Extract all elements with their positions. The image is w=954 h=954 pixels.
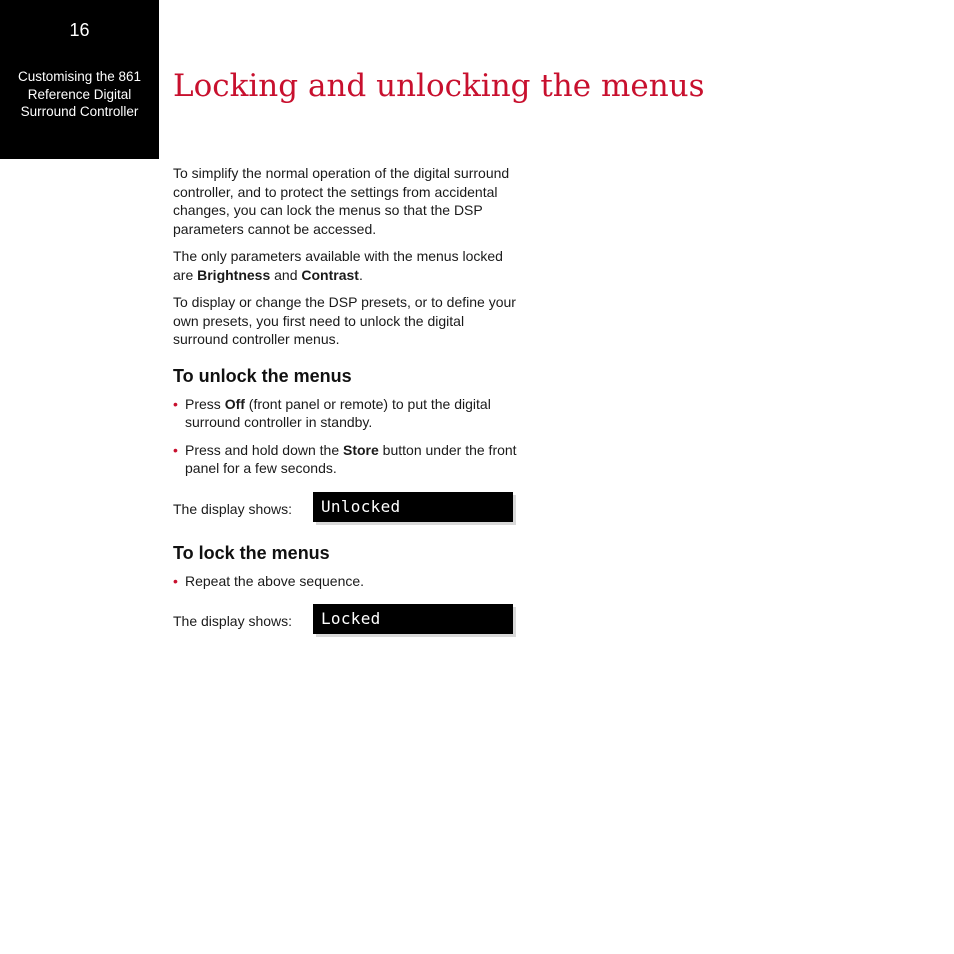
text-run: . — [358, 266, 363, 283]
list-item — [173, 441, 518, 478]
text-run: button under the front panel for a few seconds. — [185, 441, 517, 476]
brightness-term: Brightness — [197, 266, 271, 283]
text-run: Repeat the above sequence. — [185, 572, 365, 589]
text-run: and — [270, 266, 302, 283]
store-term: Store — [343, 441, 379, 458]
unlocked-display-row — [173, 492, 518, 526]
page-title: Locking and unlocking the menus — [173, 68, 705, 104]
lcd-display — [313, 492, 513, 522]
text-run: Press and hold down the — [185, 441, 343, 458]
locked-parameters-paragraph — [173, 247, 518, 284]
contrast-term: Contrast — [301, 266, 359, 283]
section-sidebar — [0, 0, 159, 159]
unlock-heading: To unlock the menus — [173, 365, 352, 386]
locked-display-row — [173, 604, 518, 638]
presets-paragraph: To display or change the DSP presets, or to define your own presets, you first need to unlock the digital surround controller menus. — [173, 294, 516, 347]
lock-heading: To lock the menus — [173, 542, 330, 563]
list-item — [173, 572, 518, 591]
bullet-icon: • — [173, 395, 178, 412]
page-number: 16 — [69, 20, 90, 40]
text-run: The only parameters available with the menus locked are — [173, 248, 503, 283]
main-content — [173, 164, 518, 648]
list-item — [173, 395, 518, 432]
bullet-icon: • — [173, 572, 178, 589]
lcd-display — [313, 604, 513, 634]
bullet-icon: • — [173, 441, 178, 458]
section-label — [0, 68, 159, 121]
intro-paragraph: To simplify the normal operation of the digital surround controller, and to protect the settings from accidental changes, you can lock the menus so that the DSP parameters cannot be accessed. — [173, 165, 510, 237]
lock-steps — [173, 572, 518, 591]
unlock-steps — [173, 395, 518, 478]
section-label-line: Customising the 861 — [17, 69, 142, 84]
text-run: Press — [185, 395, 225, 412]
lcd-text: Locked — [321, 609, 381, 628]
section-label-line: Reference Digital — [27, 86, 132, 102]
display-label: The display shows: — [173, 613, 293, 629]
lcd-text: Unlocked — [321, 496, 401, 516]
off-term: Off — [224, 395, 245, 412]
display-label: The display shows: — [173, 500, 293, 517]
section-label-line: Surround Controller — [20, 104, 139, 119]
text-run: (front panel or remote) to put the digital surround controller in standby. — [185, 395, 491, 430]
